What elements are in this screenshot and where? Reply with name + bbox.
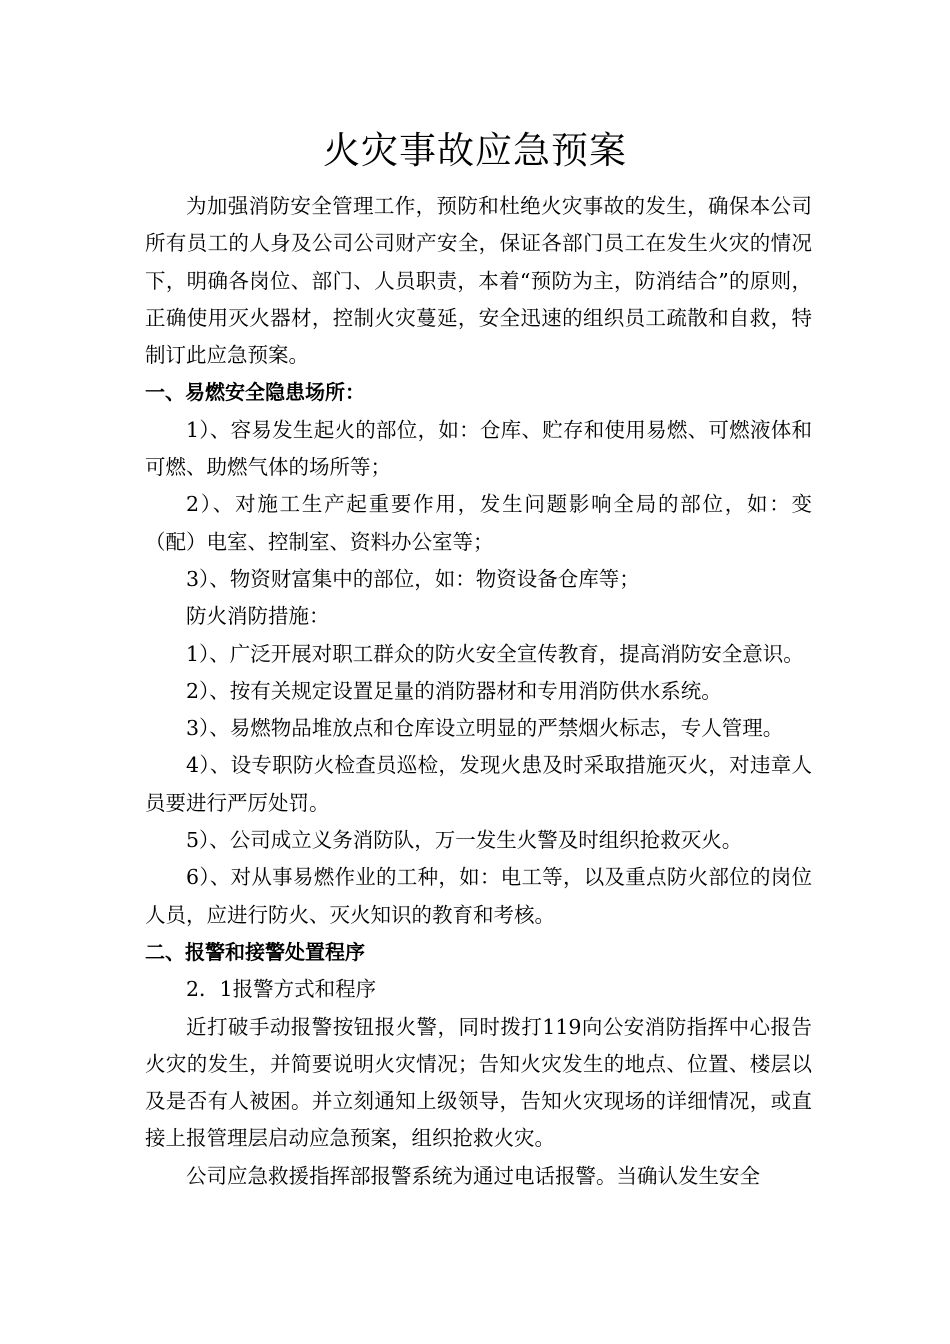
list-item: 2）、按有关规定设置足量的消防器材和专用消防供水系统。	[186, 678, 722, 703]
list-item: 2）、对施工生产起重要作用，发生问题影响全局的部位，如：变（配）电室、控制室、资料办公室等；	[145, 492, 812, 554]
subsection-label: 防火消防措施：	[186, 604, 330, 629]
document-body	[145, 188, 812, 1195]
document-title: 火灾事故应急预案	[323, 129, 627, 172]
list-item: 6）、对从事易燃作业的工种，如：电工等，以及重点防火部位的岗位人员，应进行防火、灭火知识的教育和考核。	[145, 865, 812, 927]
list-item: 1）、广泛开展对职工群众的防火安全宣传教育，提高消防安全意识。	[186, 641, 804, 666]
list-item: 3）、物资财富集中的部位，如：物资设备仓库等；	[186, 566, 640, 591]
body-paragraph: 公司应急救援指挥部报警系统为通过电话报警。当确认发生安全	[186, 1163, 760, 1188]
list-item: 3）、易燃物品堆放点和仓库设立明显的严禁烟火标志，专人管理。	[186, 716, 784, 741]
section-heading-1: 一、易燃安全隐患场所：	[145, 380, 365, 405]
list-item: 1）、容易发生起火的部位，如：仓库、贮存和使用易燃、可燃液体和可燃、助燃气体的场所等；	[145, 417, 812, 480]
intro-paragraph: 为加强消防安全管理工作，预防和杜绝火灾事故的发生，确保本公司所有员工的人身及公司公司财产安全，保证各部门员工在发生火灾的情况下，明确各岗位、部门、人员职责，本着“预防为主，防消结合”的原则，正确使用灭火器材，控制火灾蔓延，安全迅速的组织员工疏散和自救，特制订此应急预案。	[145, 194, 812, 368]
body-paragraph: 近打破手动报警按钮报火警，同时拨打119向公安消防指挥中心报告火灾的发生，并简要说明火灾情况；告知火灾发生的地点、位置、楼层以及是否有人被困。并立刻通知上级领导，告知火灾现场的详细情况，或直接上报管理层启动应急预案，组织抢救火灾。	[145, 1014, 812, 1151]
list-item: 5）、公司成立义务消防队，万一发生火警及时组织抢救灭火。	[186, 828, 743, 853]
list-item: 4）、设专职防火检查员巡检，发现火患及时采取措施灭火，对违章人员要进行严厉处罚。	[145, 753, 812, 815]
section-heading-2: 二、报警和接警处置程序	[145, 939, 365, 964]
subsection-label: 2．1报警方式和程序	[186, 977, 377, 1002]
